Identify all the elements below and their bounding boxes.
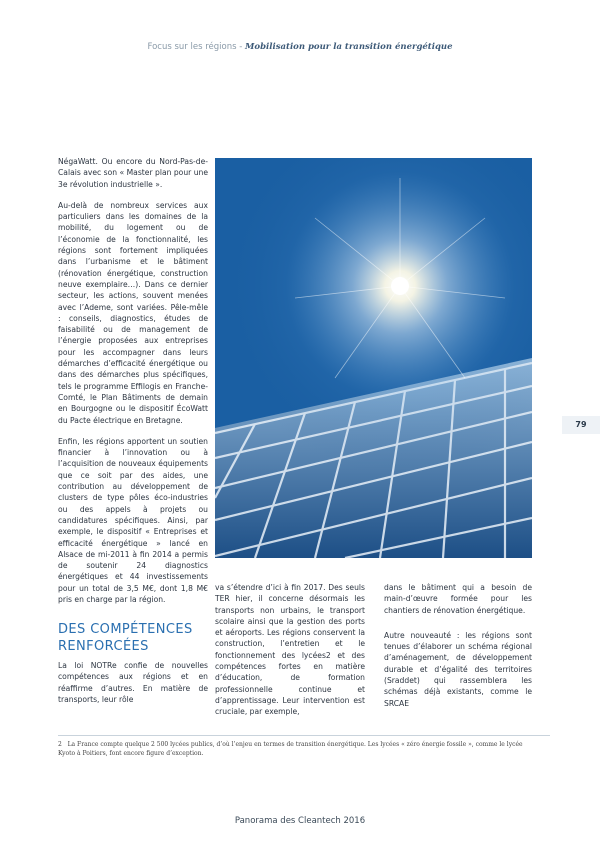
paragraph: Au-delà de nombreux services aux particuliers dans les domaines de la mobilité, du logement ou de l’économie de la fonctionnalité, les régions sont fortement impliquées dans l’urbanisme et le bâtiment (rénovation énergétique, construction neuve exemplaire…). Dans ce dernier secteur, les actions, souvent menées avec l’Ademe, sont variées. Pêle-mêle : conseils, diagnostics, études de faisabilité ou de management de l’énergie proposées aux entreprises pour les accompagner dans leurs démarches d’efficacité énergétique ou dans des démarches plus spécifiques, tels le programme Effilogis en Franche-Comté, le Plan Bâtiments de demain en Bourgogne ou le dispositif ÉcoWatt du Pacte électrique en Bretagne.	[58, 200, 208, 425]
running-header	[140, 42, 460, 52]
header-title: Mobilisation pour la transition énergétique	[245, 42, 453, 52]
header-section: Focus sur les régions	[147, 42, 237, 52]
page-footer: Panorama des Cleantech 2016	[234, 816, 366, 826]
footnote-number: 2	[58, 741, 62, 748]
footnote	[58, 740, 538, 758]
section-heading: DES COMPÉTENCES RENFORCÉES	[58, 622, 193, 654]
footnote-text: La France compte quelque 2 500 lycées publics, d’où l’enjeu en termes de transition énergétique. Les lycées « zéro énergie fossile », comme le lycée Kyoto à Poitiers, font encore figure d’exception.	[58, 741, 523, 757]
section-column-3	[384, 582, 532, 709]
paragraph: dans le bâtiment qui a besoin de main-d’œuvre formée pour les chantiers de rénovation énergétique.	[384, 583, 532, 615]
section-column-1: La loi NOTRe confie de nouvelles compétences aux régions et en réaffirme d’autres. En matière de transports, leur rôle	[58, 661, 208, 704]
page-number: 79	[562, 416, 600, 434]
section-column-2: va s’étendre d’ici à fin 2017. Des seuls TER hier, il concerne désormais les transports non urbains, le transport scolaire ainsi que la gestion des ports et aéroports. Les régions conservent la construction, l’entretien et le fonctionnement des lycées2 et des compétences fortes en matière d’éducation, de formation professionnelle continue et d’apprentissage. Leur intervention est cruciale, par exemple,	[215, 583, 365, 717]
solar-panel-photo	[215, 158, 532, 558]
solar-panel-illustration	[215, 158, 532, 558]
sun-icon	[391, 277, 409, 295]
paragraph: Autre nouveauté : les régions sont tenues d’élaborer un schéma régional d’aménagement, de développement durable et d’égalité des territoires (Sraddet) qui rassemblera les schémas déjà existants, comme le SRCAE	[384, 630, 532, 708]
left-column	[58, 156, 208, 615]
header-separator: -	[236, 42, 246, 52]
footnote-divider	[58, 735, 550, 736]
paragraph: NégaWatt. Ou encore du Nord-Pas-de-Calais avec son « Master plan pour une 3e révolution industrielle ».	[58, 157, 208, 189]
paragraph: Enfin, les régions apportent un soutien financier à l’innovation ou à l’acquisition de nouveaux équipements que ce soit par des aides, une contribution au développement de clusters de type pôles éco-industries ou des appels à projets ou candidatures spécifiques. Ainsi, par exemple, le dispositif « Entreprises et efficacité énergétique » lancé en Alsace de mi-2011 à fin 2014 a permis de soutenir 24 diagnostics énergétiques et 44 investissements pour un total de 3,5 M€, dont 1,8 M€ pris en charge par la région.	[58, 436, 208, 604]
